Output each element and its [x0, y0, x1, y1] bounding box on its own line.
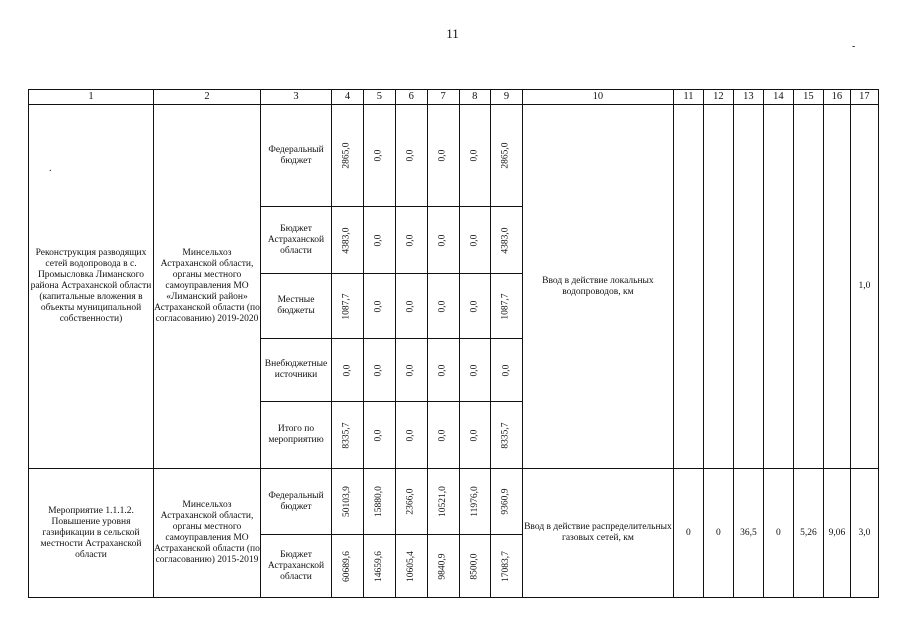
value-cell — [491, 105, 523, 207]
target-value-cell: 3,0 — [850, 469, 878, 598]
value-cell — [395, 339, 427, 402]
header-cell-14: 14 — [763, 90, 793, 105]
value-col-9: 9360,9 — [500, 488, 511, 515]
value-col-7: 9840,9 — [437, 552, 448, 580]
value-cell — [395, 469, 427, 535]
value-col-8: 0,0 — [469, 364, 480, 376]
value-cell — [363, 105, 395, 207]
empty-cell-15 — [793, 105, 823, 469]
value-cell — [395, 207, 427, 274]
value-col-8: 0,0 — [469, 429, 480, 441]
value-cell — [363, 274, 395, 339]
value-cell — [395, 105, 427, 207]
empty-cell-12 — [703, 105, 733, 469]
funding-source: Внебюджетные источники — [261, 339, 332, 402]
value-col-4: 0,0 — [341, 364, 352, 376]
value-cell — [427, 207, 459, 274]
value-cell — [459, 469, 491, 535]
indicator-value-cell: 0 — [763, 469, 793, 598]
funding-source: Бюджет Астраханской области — [261, 207, 332, 274]
value-col-4: 50103,9 — [341, 486, 352, 517]
value-col-7: 0,0 — [437, 429, 448, 441]
value-cell — [332, 207, 364, 274]
indicator-cell: Ввод в действие локальных водопроводов, км — [522, 105, 673, 469]
value-col-5: 14659,6 — [373, 550, 384, 582]
header-cell-8: 8 — [459, 90, 491, 105]
value-col-8: 11976,0 — [469, 486, 480, 517]
header-cell-3: 3 — [261, 90, 332, 105]
indicator-value-cell: 5,26 — [793, 469, 823, 598]
header-cell-15: 15 — [793, 90, 823, 105]
header-cell-12: 12 — [703, 90, 733, 105]
value-col-7: 0,0 — [437, 300, 448, 312]
executor-cell: Минсельхоз Астраханской области, органы местного самоуправления МО «Лиманский район» Астраханской области (по согласованию) 2019-2020 — [154, 105, 261, 469]
value-col-7: 0,0 — [437, 234, 448, 246]
value-cell — [332, 274, 364, 339]
value-col-8: 0,0 — [469, 149, 480, 162]
value-cell — [427, 274, 459, 339]
value-cell — [395, 274, 427, 339]
indicator-value-cell: 9,06 — [823, 469, 850, 598]
value-col-6: 0,0 — [405, 300, 416, 312]
header-cell-11: 11 — [673, 90, 703, 105]
column-number-header-row — [29, 90, 879, 105]
value-cell — [491, 207, 523, 274]
value-col-4: 8335,7 — [341, 421, 352, 449]
value-col-5: 0,0 — [373, 364, 384, 376]
header-cell-1: 1 — [29, 90, 154, 105]
value-cell — [395, 402, 427, 469]
header-cell-5: 5 — [363, 90, 395, 105]
funding-source: Итого по мероприятию — [261, 402, 332, 469]
value-col-5: 0,0 — [373, 300, 384, 312]
value-cell — [491, 535, 523, 598]
empty-cell-16 — [823, 105, 850, 469]
header-cell-2: 2 — [154, 90, 261, 105]
measure-name-cell — [29, 105, 154, 469]
funding-source: Бюджет Астраханской области — [261, 535, 332, 598]
value-cell — [459, 402, 491, 469]
value-cell — [363, 207, 395, 274]
value-col-9: 17083,7 — [500, 550, 511, 582]
empty-cell-14 — [763, 105, 793, 469]
value-cell — [459, 105, 491, 207]
value-col-4: 4383,0 — [341, 226, 352, 254]
value-col-6: 0,0 — [405, 149, 416, 162]
table-row — [29, 469, 879, 535]
value-cell — [427, 339, 459, 402]
header-cell-4: 4 — [332, 90, 364, 105]
value-cell — [459, 339, 491, 402]
value-col-5: 15880,0 — [373, 486, 384, 517]
empty-cell-13 — [733, 105, 763, 469]
indicator-value-cell: 0 — [703, 469, 733, 598]
value-col-5: 0,0 — [373, 149, 384, 162]
header-cell-6: 6 — [395, 90, 427, 105]
measure-name-cell: Мероприятие 1.1.1.2. Повышение уровня газификации в сельской местности Астраханской области — [29, 469, 154, 598]
value-col-9: 4383,0 — [500, 226, 511, 254]
value-cell — [459, 274, 491, 339]
value-col-7: 10521,0 — [437, 486, 448, 517]
value-cell — [427, 402, 459, 469]
value-col-4: 1087,7 — [341, 292, 352, 320]
header-cell-16: 16 — [823, 90, 850, 105]
value-cell — [363, 535, 395, 598]
indicator-value-cell: 0 — [673, 469, 703, 598]
program-table — [28, 89, 879, 598]
indicator-cell: Ввод в действие распределительных газовых сетей, км — [522, 469, 673, 598]
value-col-4: 60689,6 — [341, 550, 352, 582]
value-cell — [459, 535, 491, 598]
value-cell — [332, 469, 364, 535]
value-cell — [491, 274, 523, 339]
funding-source: Федеральный бюджет — [261, 469, 332, 535]
measure-name: Реконструкция разводящих сетей водопровода в с. Промысловка Лиманского района Астраханской области (капитальные вложения в объекты муниципальной собственности) — [30, 248, 152, 324]
value-col-9: 0,0 — [500, 364, 511, 376]
value-cell — [427, 535, 459, 598]
funding-source: Федеральный бюджет — [261, 105, 332, 207]
value-col-9: 8335,7 — [500, 421, 511, 449]
header-cell-7: 7 — [427, 90, 459, 105]
value-col-6: 0,0 — [405, 429, 416, 441]
page-number: 11 — [446, 26, 459, 41]
value-cell — [395, 535, 427, 598]
value-col-6: 0,0 — [405, 234, 416, 246]
value-cell — [363, 339, 395, 402]
value-cell — [427, 469, 459, 535]
value-cell — [491, 469, 523, 535]
indicator-value-cell: 36,5 — [733, 469, 763, 598]
value-col-7: 0,0 — [437, 364, 448, 376]
value-col-8: 0,0 — [469, 300, 480, 312]
value-cell — [491, 402, 523, 469]
value-col-6: 10605,4 — [405, 550, 416, 582]
executor-cell: Минсельхоз Астраханской области, органы местного самоуправления МО Астраханской области (по согласованию) 2015-2019 — [154, 469, 261, 598]
value-cell — [363, 402, 395, 469]
table-row — [29, 105, 879, 207]
value-cell — [332, 402, 364, 469]
value-col-9: 2865,0 — [500, 142, 511, 169]
value-col-8: 8500,0 — [469, 552, 480, 580]
empty-cell-11 — [673, 105, 703, 469]
value-col-5: 0,0 — [373, 234, 384, 246]
value-col-7: 0,0 — [437, 149, 448, 162]
value-cell — [491, 339, 523, 402]
stray-dot: . — [49, 163, 52, 174]
target-value-cell: 1,0 — [850, 105, 878, 469]
value-cell — [427, 105, 459, 207]
value-cell — [332, 105, 364, 207]
value-col-9: 1087,7 — [500, 292, 511, 320]
value-cell — [332, 339, 364, 402]
value-col-8: 0,0 — [469, 234, 480, 246]
funding-source: Местные бюджеты — [261, 274, 332, 339]
header-cell-10: 10 — [522, 90, 673, 105]
value-col-6: 2366,0 — [405, 488, 416, 515]
stray-mark: - — [852, 41, 856, 52]
header-cell-13: 13 — [733, 90, 763, 105]
header-cell-9: 9 — [491, 90, 523, 105]
header-cell-17: 17 — [850, 90, 878, 105]
value-cell — [459, 207, 491, 274]
value-cell — [363, 469, 395, 535]
value-cell — [332, 535, 364, 598]
value-col-5: 0,0 — [373, 429, 384, 441]
value-col-6: 0,0 — [405, 364, 416, 376]
value-col-4: 2865,0 — [341, 142, 352, 169]
